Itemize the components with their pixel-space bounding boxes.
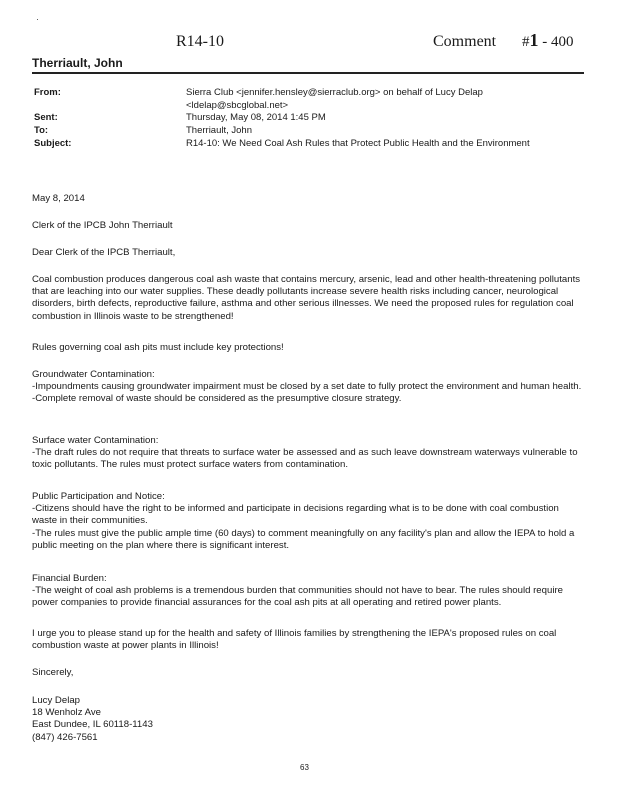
letter-salutation: Dear Clerk of the IPCB Therriault,: [32, 247, 176, 258]
from-value: Sierra Club <jennifer.hensley@sierraclub.org> on behalf of Lucy Delap <ldelap@sbcglobal.net>: [186, 87, 483, 111]
section-heading: Public Participation and Notice:: [32, 491, 165, 502]
signature-street: 18 Wenholz Ave: [32, 707, 101, 719]
signature-phone: (847) 426-7561: [32, 731, 98, 743]
section-line: -The draft rules do not require that threats to surface water be assessed and as such leave downstream waterways vulnerable to toxic pollutants. The rules must protect surface waters from contamination.: [32, 447, 578, 471]
signature-name: Lucy Delap: [32, 695, 80, 706]
comment-number-value: 1: [529, 30, 539, 50]
surface-water-section: [32, 435, 584, 472]
comment-number: [522, 30, 574, 51]
signature-city: East Dundee, IL 60118-1143: [32, 719, 153, 731]
to-value: Therriault, John: [186, 125, 253, 136]
financial-burden-section: [32, 573, 584, 610]
public-participation-section: [32, 491, 584, 552]
section-line: -Complete removal of waste should be considered as the presumptive closure strategy.: [32, 393, 402, 405]
section-line: -Impoundments causing groundwater impairment must be closed by a set date to fully protect the environment and human health.: [32, 381, 582, 393]
letter-date: May 8, 2014: [32, 193, 85, 204]
recipient-name: Therriault, John: [32, 56, 123, 70]
signature-block: [32, 695, 584, 744]
to-label: To:: [34, 125, 49, 136]
section-line: -The rules must give the public ample time (60 days) to comment meaningfully on any facility's plan and allow the IEPA to hold a public meeting on the plan where there is significant interest.: [32, 527, 575, 551]
protections-intro: Rules governing coal ash pits must include key protections!: [32, 342, 284, 353]
section-heading: Surface water Contamination:: [32, 435, 159, 446]
page-number: 63: [300, 763, 309, 772]
comment-label: Comment: [433, 33, 497, 50]
comment-number-suffix: - 400: [538, 34, 574, 50]
comment-number-prefix: #: [522, 34, 530, 50]
section-line: -Citizens should have the right to be informed and participate in decisions regarding what is to be done with coal combustion waste in their communities.: [32, 503, 559, 527]
subject-label: Subject:: [34, 138, 72, 149]
section-line: -The weight of coal ash problems is a tremendous burden that communities should not have to bear. The rules should require power companies to provide financial assurances for the coal ash pits at all operating and retired power plants.: [32, 585, 563, 609]
header-divider: [32, 72, 584, 74]
sent-label: Sent:: [34, 112, 58, 123]
section-heading: Groundwater Contamination:: [32, 369, 155, 380]
letter-addressee: Clerk of the IPCB John Therriault: [32, 220, 173, 231]
subject-value: R14-10: We Need Coal Ash Rules that Protect Public Health and the Environment: [186, 138, 530, 149]
sent-value: Thursday, May 08, 2014 1:45 PM: [186, 112, 326, 123]
intro-paragraph: Coal combustion produces dangerous coal ash waste that contains mercury, arsenic, lead and other health-threatening pollutants that are leaching into our water supplies. These deadly pollutants increase severe health risks including cancer, neurological disorders, birth defects, reproductive failure, asthma and other serious illnesses. We need the proposed rules for regulation coal combustion in Illinois waste to be strengthened!: [32, 274, 581, 322]
closing-paragraph: I urge you to please stand up for the health and safety of Illinois families by strengthening the IEPA's proposed rules on coal combustion waste at power plants in Illinois!: [32, 628, 557, 652]
section-heading: Financial Burden:: [32, 573, 107, 584]
docket-number: R14-10: [176, 33, 224, 50]
signoff: Sincerely,: [32, 667, 74, 678]
from-label: From:: [34, 87, 61, 98]
corner-mark: ·: [36, 14, 39, 24]
groundwater-section: [32, 369, 584, 406]
